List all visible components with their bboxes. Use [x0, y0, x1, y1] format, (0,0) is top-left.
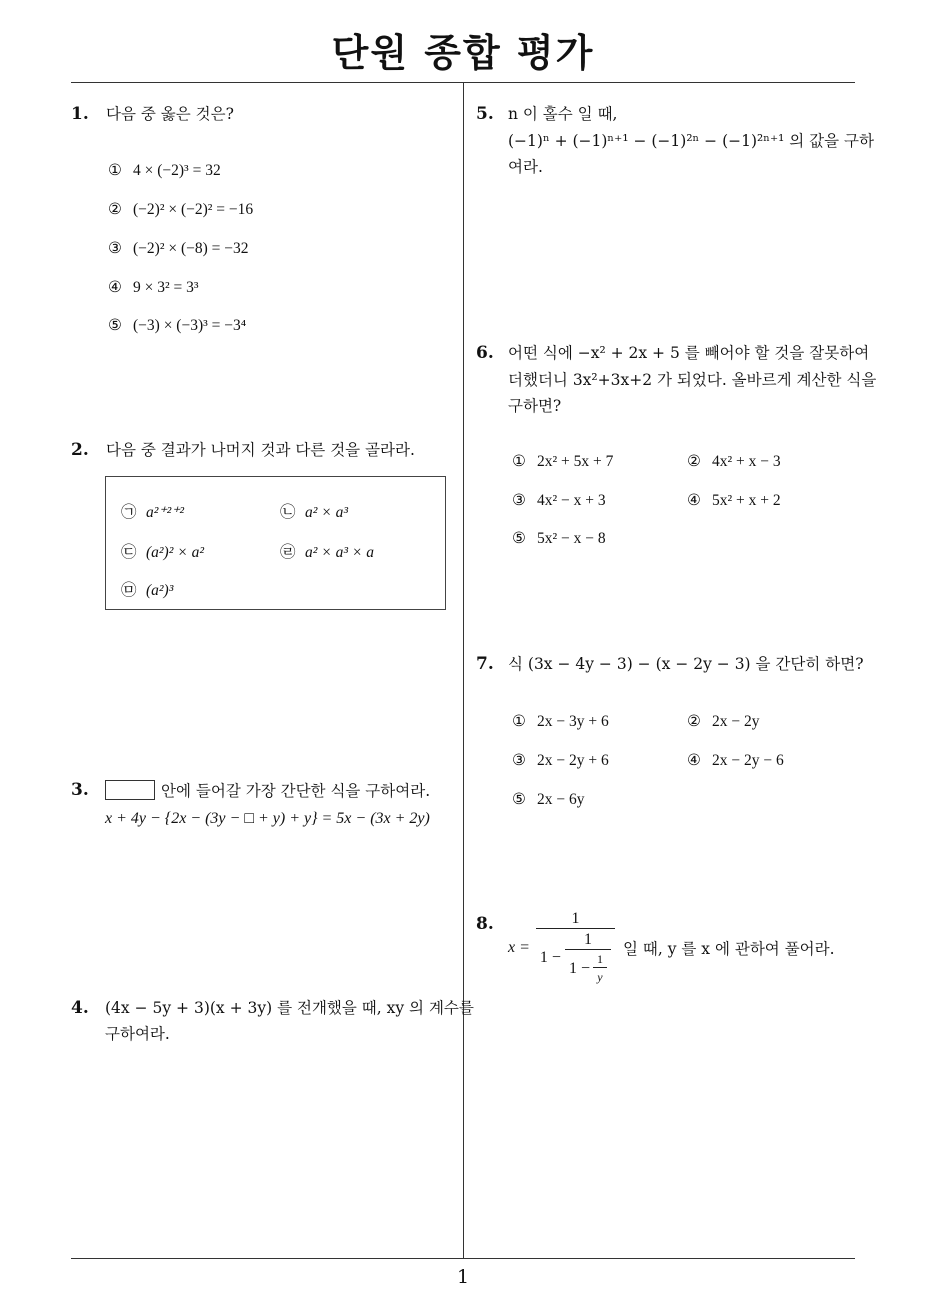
question-text: 다음 중 결과가 나머지 것과 다른 것을 골라라. [106, 441, 415, 459]
option-5: ⑤ 2x − 6y [512, 791, 585, 808]
question-text: (4x − 5y + 3)(x + 3y) 를 전개했을 때, xy 의 계수를 [105, 999, 474, 1017]
choice-item: ㉣ a² × a³ × a [280, 544, 374, 561]
choice-item: ㉢ (a²)² × a² [121, 544, 204, 561]
choice-item: ㉤ (a²)³ [121, 582, 174, 599]
option-2: ② 2x − 2y [687, 713, 760, 730]
question-number: 8. [476, 914, 494, 934]
page-number: 1 [456, 1266, 470, 1288]
question-equation: x + 4y − {2x − (3y − □ + y) + y} = 5x − (3x + 2y) [105, 810, 430, 827]
bottom-divider [71, 1258, 855, 1259]
question-text-cont: (−1)ⁿ + (−1)ⁿ⁺¹ − (−1)²ⁿ − (−1)²ⁿ⁺¹ 의 값을 구하 [508, 132, 874, 150]
question-number: 5. [476, 104, 494, 124]
question-formula: x = 1 1 − 1 1 − $\frac{1}{y}$ 일 때, y 를 x 에 관하여 풀어라. [508, 910, 835, 984]
option-2: ② (−2)² × (−2)² = −16 [108, 201, 254, 218]
choice-item: ㉡ a² × a³ [280, 504, 349, 521]
question-text-cont: 더했더니 3x²+3x+2 가 되었다. 올바르게 계산한 식을 [508, 371, 877, 389]
question-number: 1. [71, 104, 89, 124]
question-number: 3. [71, 780, 89, 800]
option-3: ③ 2x − 2y + 6 [512, 752, 609, 769]
question-number: 7. [476, 654, 494, 674]
option-1: ① 2x − 3y + 6 [512, 713, 609, 730]
option-3: ③ 4x² − x + 3 [512, 492, 606, 509]
question-text: 다음 중 옳은 것은? [106, 105, 234, 123]
question-text: n 이 홀수 일 때, [508, 105, 618, 123]
question-number: 4. [71, 998, 89, 1018]
option-4: ④ 9 × 3² = 3³ [108, 279, 199, 296]
question-text: 안에 들어갈 가장 간단한 식을 구하여라. [161, 782, 431, 800]
choice-item: ㉠ a²⁺²⁺² [121, 504, 185, 521]
option-4: ④ 2x − 2y − 6 [687, 752, 784, 769]
page-title: 단원 종합 평가 [331, 31, 595, 75]
question-text-cont: 여라. [508, 158, 543, 176]
option-3: ③ (−2)² × (−8) = −32 [108, 240, 249, 257]
question-text-cont: 구하여라. [105, 1025, 170, 1043]
continued-fraction: 1 1 − 1 1 − $\frac{1}{y}$ [536, 910, 615, 985]
option-1: ① 4 × (−2)³ = 32 [108, 162, 221, 179]
option-5: ⑤ (−3) × (−3)³ = −3⁴ [108, 317, 247, 334]
question-text-cont: 구하면? [508, 397, 562, 415]
answer-blank-box [105, 780, 155, 800]
question-text: 어떤 식에 −x² + 2x + 5 를 빼어야 할 것을 잘못하여 [508, 344, 870, 362]
option-2: ② 4x² + x − 3 [687, 453, 781, 470]
column-divider [463, 83, 464, 1258]
question-number: 2. [71, 440, 89, 460]
question-text: 식 (3x − 4y − 3) − (x − 2y − 3) 을 간단히 하면? [508, 655, 864, 673]
option-1: ① 2x² + 5x + 7 [512, 453, 614, 470]
option-5: ⑤ 5x² − x − 8 [512, 530, 606, 547]
option-4: ④ 5x² + x + 2 [687, 492, 781, 509]
question-number: 6. [476, 343, 494, 363]
